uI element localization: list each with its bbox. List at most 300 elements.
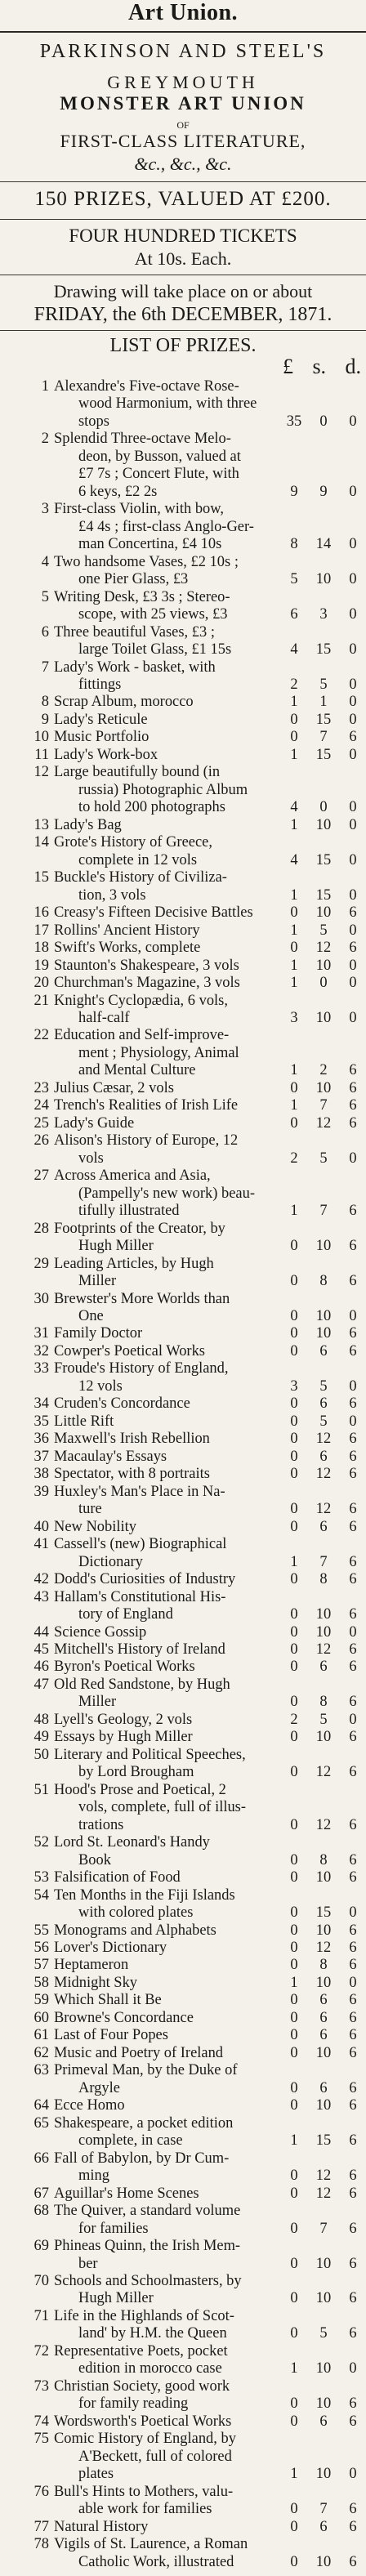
shillings-value: 12 [315,1500,332,1517]
pence-value: 6 [349,2096,357,2114]
prize-description-line: Three beautiful Vases, £3 ; [54,623,215,640]
pounds-value: 0 [290,2412,298,2429]
prize-number: 50 [33,1745,49,1762]
prize-entry [2,2096,364,2114]
shillings-value: 6 [319,1395,328,1412]
shillings-value: 7 [319,1096,328,1114]
prize-number: 53 [33,1868,49,1886]
prize-number: 75 [33,2430,49,2447]
pence-value: 6 [349,1640,357,1657]
prize-description-line: Dodd's Curiosities of Industry [54,1570,236,1587]
pounds-value: 0 [290,2043,298,2060]
prize-entry [2,2377,364,2413]
prize-description-line: Grote's History of Greece, [54,833,212,850]
pounds-value: 1 [290,974,298,991]
shillings-value: 12 [315,1465,332,1482]
prize-number: 68 [33,2202,49,2219]
prize-description-line: Hood's Prose and Poetical, 2 [54,1780,226,1797]
prize-description-line: Midnight Sky [54,1973,138,1990]
prize-description-line: Comic History of England, by [54,2430,236,2447]
pence-value: 6 [349,2552,357,2569]
prize-number: 65 [33,2114,49,2131]
prize-description-line: The Quiver, a standard volume [54,2202,241,2219]
prize-description-line: Swift's Works, complete [54,939,201,956]
pence-value: 0 [349,956,357,973]
pounds-value: 0 [290,1904,298,1921]
pence-value: 6 [349,1465,357,1482]
shillings-value: 5 [319,1710,328,1727]
pence-value: 6 [349,1395,357,1412]
prize-description-line: Hallam's Constitutional His- [54,1587,226,1605]
pence-value: 0 [349,693,357,710]
prize-number: 23 [33,1078,49,1096]
pence-value: 0 [349,921,357,938]
pence-value: 6 [349,2395,357,2412]
prize-count: 150 PRIZES, VALUED AT £200. [34,188,332,210]
prize-value [283,2553,364,2576]
pence-value: 6 [349,2043,357,2060]
shillings-value: 12 [315,2184,332,2201]
prize-number: 51 [33,1780,49,1797]
pounds-value: 0 [290,939,298,956]
prize-description-line: Browne's Concordance [54,2008,194,2025]
pounds-value: 5 [290,570,298,587]
prize-entry [2,500,364,552]
shillings-value: 7 [319,2500,328,2517]
rule [0,219,366,220]
prize-number: 37 [33,1447,49,1464]
prize-entry [2,904,364,921]
prize-number: 33 [33,1359,49,1377]
prize-description-line: Vigils of St. Laurence, a Roman [54,2535,248,2552]
prize-number: 63 [33,2061,49,2078]
prize-entry [2,1886,364,1922]
prize-number: 71 [33,2306,49,2324]
prize-description-line: Cruden's Concordance [54,1395,190,1412]
pounds-value: 0 [290,2167,298,2184]
prize-number: 54 [33,1886,49,1903]
prize-entry [2,957,364,974]
prize-entry [2,1746,364,1781]
prize-number: 49 [33,1728,49,1745]
pence-value: 6 [349,1500,357,1517]
pounds-value: 0 [290,1324,298,1342]
prize-description-line: for family reading [78,2395,189,2412]
pounds-value: 6 [290,605,298,623]
shillings-value: 10 [315,1728,332,1745]
prize-description-line: Natural History [54,2517,149,2534]
prize-entry [2,746,364,763]
shillings-value: 5 [319,921,328,938]
pence-value: 0 [349,1623,357,1640]
prize-description-line: Literary and Political Speeches, [54,1745,246,1762]
prize-description-line: by Lord Brougham [78,1763,194,1780]
prize-description-line: Representative Poets, pocket [54,2342,228,2359]
pounds-value: 3 [290,1377,298,1394]
prize-number: 59 [33,1991,49,2008]
pence-value: 6 [349,2254,357,2271]
prize-number: 27 [33,1167,49,1184]
prize-description-line: Hugh Miller [78,2289,154,2306]
pounds-value: 0 [290,2517,298,2534]
prize-description-line: Falsification of Food [54,1868,181,1886]
pence-value: 6 [349,2219,357,2236]
pounds-value: 0 [290,1465,298,1482]
prize-entry [2,1922,364,1939]
prize-entry [2,1676,364,1711]
prize-number: 15 [33,868,49,886]
pence-value: 0 [349,1412,357,1429]
pounds-value: 4 [290,798,298,815]
prize-entry [2,1728,364,1745]
pounds-value: 0 [290,1272,298,1289]
shillings-value: 10 [315,904,332,921]
shillings-value: 15 [315,641,332,658]
shillings-value: 6 [319,2517,328,2534]
pence-value: 6 [349,2289,357,2306]
shillings-value: 8 [319,1851,328,1868]
pence-value: 6 [349,1447,357,1464]
prize-entry [2,922,364,939]
prize-entry [2,1114,364,1132]
prize-description-line: tifully illustrated [78,1202,180,1219]
prize-number: 8 [41,693,49,710]
ticket-price: At 10s. Each. [134,248,232,269]
prize-number: 21 [33,991,49,1008]
prize-description-line: Knight's Cyclopædia, 6 vols, [54,991,228,1008]
town-name: GREYMOUTH [107,72,259,92]
shillings-value: 12 [315,2167,332,2184]
rule [0,330,366,331]
prize-description-line: scope, with 25 views, £3 [78,605,228,623]
shillings-value: 15 [315,886,332,903]
list-title: LIST OF PRIZES. [109,335,257,356]
pounds-value: 0 [290,1868,298,1886]
prize-description-line: edition in morocco case [78,2359,222,2377]
pence-value: 6 [349,1237,357,1254]
prize-number: 16 [33,904,49,921]
prize-description-line: Two handsome Vases, £2 10s ; [54,552,239,569]
pounds-value: 0 [290,2184,298,2201]
prize-number: 66 [33,2149,49,2166]
pounds-value: 1 [290,1202,298,1219]
pence-value: 0 [349,886,357,903]
prize-number: 62 [33,2043,49,2060]
pounds-value: 0 [290,1500,298,1517]
prize-description-line: wood Harmonium, with three [78,395,257,412]
pounds-header: £ [283,355,293,378]
prize-number: 32 [33,1342,49,1359]
shillings-value: 6 [319,2078,328,2096]
pence-value: 6 [349,2078,357,2096]
pounds-value: 4 [290,641,298,658]
prize-description-line: Heptameron [54,1956,129,1973]
prize-entry [2,2044,364,2061]
prize-description-line: Scrap Album, morocco [54,693,194,710]
pence-value: 6 [349,1517,357,1534]
shillings-value: 10 [315,2359,332,2377]
shillings-value: 10 [315,1623,332,1640]
prize-number: 39 [33,1482,49,1499]
prize-number: 4 [41,552,49,569]
prize-number: 12 [33,763,49,780]
pounds-value: 0 [290,1763,298,1780]
prize-description-line: Footprints of the Creator, by [54,1219,225,1236]
prize-description-line: ming [78,2167,109,2184]
prize-description-line: Lord St. Leonard's Handy [54,1833,210,1851]
prize-number: 61 [33,2026,49,2043]
pounds-value: 0 [290,1342,298,1359]
shillings-value: 12 [315,1815,332,1833]
prize-description-line: Family Doctor [54,1324,143,1342]
prize-description-line: Miller [78,1693,117,1710]
prize-number: 19 [33,956,49,973]
prize-number: 46 [33,1658,49,1675]
shillings-value: 0 [319,412,328,429]
prize-entry [2,1395,364,1412]
pounds-value: 0 [290,1237,298,1254]
pounds-value: 1 [290,745,298,762]
prize-entry [2,2430,364,2482]
prize-entry [2,868,364,904]
prize-number: 5 [41,587,49,605]
prize-entry [2,1079,364,1096]
prize-entry [2,623,364,659]
prize-number: 78 [33,2535,49,2552]
prize-entry [2,693,364,710]
prize-number: 28 [33,1219,49,1236]
prize-description-line: Aguillar's Home Scenes [54,2184,199,2201]
prize-number: 69 [33,2237,49,2254]
shillings-value: 6 [319,1447,328,1464]
pence-value: 0 [349,1149,357,1166]
prize-entry [2,1324,364,1342]
pence-value: 0 [349,710,357,727]
pence-value: 6 [349,1078,357,1096]
shillings-value: 15 [315,710,332,727]
prize-description-line: Education and Self-improve- [54,1026,230,1043]
prize-description-line: ment ; Physiology, Animal [78,1043,239,1060]
prize-description-line: Science Gossip [54,1623,147,1640]
pounds-value: 35 [286,412,302,429]
prize-description-line: New Nobility [54,1517,136,1534]
prize-entry [2,1359,364,1395]
pence-value: 6 [349,1939,357,1955]
prize-description-line: Ten Months in the Fiji Islands [54,1886,235,1903]
pounds-value: 3 [290,1008,298,1025]
shillings-value: 6 [319,2008,328,2025]
prize-entry [2,430,364,500]
shillings-value: 10 [315,1078,332,1096]
pounds-value: 0 [290,1517,298,1534]
shillings-value: 8 [319,1570,328,1587]
prize-entry [2,711,364,728]
prize-description-line: Monograms and Alphabets [54,1921,216,1938]
shillings-value: 6 [319,2412,328,2429]
prize-number: 18 [33,939,49,956]
shillings-value: 0 [319,974,328,991]
shillings-value: 5 [319,1377,328,1394]
pence-value: 6 [349,2412,357,2429]
pounds-value: 0 [290,1939,298,1955]
prize-description-line: vols [78,1149,104,1166]
pence-value: 6 [349,1763,357,1780]
prize-description-line: £4 4s ; first-class Anglo-Ger- [78,517,254,534]
prize-number: 38 [33,1465,49,1482]
prize-number: 20 [33,974,49,991]
prize-entry [2,1465,364,1482]
shillings-value: 10 [315,1921,332,1938]
pence-value: 0 [349,676,357,693]
rule [0,181,366,182]
prize-description-line: Music Portfolio [54,728,150,745]
pounds-value: 1 [290,2132,298,2149]
pence-value: 6 [349,1868,357,1886]
prize-description-line: Old Red Sandstone, by Hugh [54,1675,230,1692]
prize-description-line: Little Rift [54,1412,114,1429]
pounds-value: 8 [290,535,298,552]
section-title: Art Union. [127,0,239,25]
pence-value: 6 [349,1815,357,1833]
shillings-value: 10 [315,2254,332,2271]
prize-description-line: Cowper's Poetical Works [54,1342,205,1359]
pounds-value: 0 [290,1570,298,1587]
prize-entry [2,1588,364,1623]
prize-description-line: man Concertina, £4 10s [78,535,222,552]
prize-number: 10 [33,728,49,745]
prize-entry [2,1448,364,1465]
prize-entry [2,2237,364,2272]
prize-number: 36 [33,1430,49,1447]
prize-description-line: Ecce Homo [54,2096,125,2114]
shillings-value: 10 [315,956,332,973]
pounds-value: 0 [290,1815,298,1833]
pence-value: 6 [349,1605,357,1623]
prize-description-line: Primeval Man, by the Duke of [54,2061,238,2078]
prize-entry [2,1220,364,1255]
pence-value: 0 [349,1377,357,1394]
prize-entry [2,2483,364,2518]
pence-value: 6 [349,1096,357,1114]
prize-description-line: half-calf [78,1008,130,1025]
prize-description-line: tion, 3 vols [78,886,146,903]
prize-entry [2,1623,364,1641]
shillings-value: 10 [315,570,332,587]
pence-value: 6 [349,1552,357,1569]
prize-description-line: Bull's Hints to Mothers, valu- [54,2482,234,2499]
pounds-value: 1 [290,886,298,903]
prize-entry [2,2114,364,2150]
shillings-value: 1 [319,693,328,710]
prize-entry [2,763,364,815]
prize-description-line: Phineas Quinn, the Irish Mem- [54,2237,241,2254]
shillings-value: 6 [319,1517,328,1534]
pounds-value: 0 [290,1114,298,1131]
shillings-value: 15 [315,1904,332,1921]
pence-value: 6 [349,2167,357,2184]
prize-entry [2,1570,364,1587]
pounds-value: 0 [290,1921,298,1938]
pence-value: 0 [349,605,357,623]
prize-description-line: Creasy's Fifteen Decisive Battles [54,904,253,921]
prize-description-line: Lady's Work-box [54,745,158,762]
prize-number: 72 [33,2342,49,2359]
shillings-value: 10 [315,1324,332,1342]
pence-value: 6 [349,2008,357,2025]
prize-description-line: tory of England [78,1605,173,1623]
etc-line: &c., &c., &c. [134,154,232,174]
shillings-value: 7 [319,1552,328,1569]
shillings-value: 7 [319,728,328,745]
of-word: OF [176,119,190,131]
shillings-value: 5 [319,1149,328,1166]
pounds-value: 2 [290,676,298,693]
prize-description-line: Buckle's History of Civiliza- [54,868,227,886]
shillings-value: 15 [315,2132,332,2149]
prize-description-line: Argyle [78,2078,120,2096]
prize-number: 24 [33,1096,49,1114]
prize-description-line: ber [78,2254,98,2271]
prize-description-line: Huxley's Man's Place in Na- [54,1482,225,1499]
shillings-value: 15 [315,850,332,868]
pounds-value: 4 [290,850,298,868]
pence-value: 6 [349,2324,357,2342]
prize-entry [2,659,364,694]
prize-description-line: 12 vols [78,1377,123,1394]
prize-description-line: Music and Poetry of Ireland [54,2043,224,2060]
shillings-value: 10 [315,2395,332,2412]
prize-description-line: Hugh Miller [78,1237,154,1254]
prize-entry [2,833,364,868]
prize-number: 6 [41,623,49,640]
shillings-value: 12 [315,1939,332,1955]
prize-entry [2,1641,364,1658]
prize-description-line: Mitchell's History of Ireland [54,1640,225,1657]
prize-description-line: Christian Society, good work [54,2377,230,2394]
pounds-value: 0 [290,1728,298,1745]
pence-value: 0 [349,1973,357,1990]
prize-description-line: complete, in case [78,2132,183,2149]
pence-value: 0 [349,745,357,762]
prize-description-line: Essays by Hugh Miller [54,1728,193,1745]
prize-description-line: fittings [78,676,122,693]
shillings-value: 6 [319,2026,328,2043]
prize-description-line: to hold 200 photographs [78,798,225,815]
prize-description-line: £7 7s ; Concert Flute, with [78,465,239,482]
pounds-value: 0 [290,1623,298,1640]
shillings-value: 10 [315,2096,332,2114]
pounds-value: 0 [290,1412,298,1429]
pounds-value: 0 [290,1956,298,1973]
amount-column-headers [283,355,361,379]
pounds-value: 0 [290,728,298,745]
prize-description-line: Fall of Babylon, by Dr Cum- [54,2149,230,2166]
prize-description-line: Lyell's Geology, 2 vols [54,1710,193,1727]
shillings-value: 12 [315,1640,332,1657]
pence-value: 6 [349,2132,357,2149]
prize-description-line: 6 keys, £2 2s [78,482,158,499]
prize-description-line: Splendid Three-octave Melo- [54,430,231,447]
prize-description-line: Which Shall it Be [54,1991,162,2008]
prize-number: 67 [33,2184,49,2201]
pounds-value: 9 [290,482,298,499]
drawing-date: FRIDAY, the 6th DECEMBER, 1871. [33,304,333,325]
prize-description-line: Staunton's Shakespeare, 3 vols [54,956,239,973]
prize-number: 42 [33,1570,49,1587]
prize-description-line: land' by H.M. the Queen [78,2324,227,2342]
pence-value: 6 [349,1430,357,1447]
pounds-value: 1 [290,1061,298,1078]
